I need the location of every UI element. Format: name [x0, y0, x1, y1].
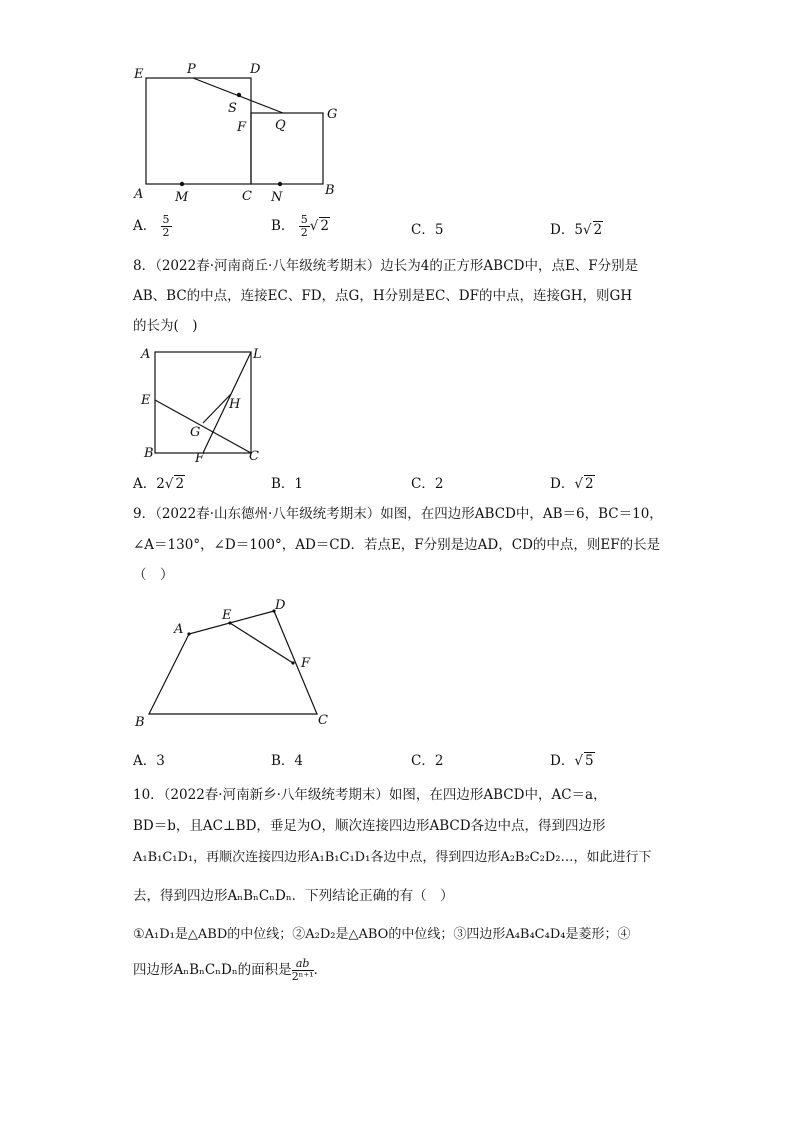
q10-line-4: 去，得到四边形AₙBₙCₙDₙ．下列结论正确的有（ ）	[133, 888, 454, 904]
label-m: M	[175, 190, 189, 205]
label-c: C	[242, 189, 252, 204]
q8-line-2: AB、BC的中点，连接EC、FD，点G，H分别是EC、DF的中点，连接GH，则GH	[133, 288, 633, 304]
sqrt-symbol: √	[574, 476, 583, 492]
q8-line-3: 的长为( )	[133, 318, 198, 334]
segment-fl	[203, 352, 251, 453]
label-c: C	[318, 713, 328, 728]
q8-option-a[interactable]: A．2√ 2	[133, 476, 185, 492]
label-h: H	[229, 397, 241, 412]
label-f: F	[301, 656, 311, 671]
q8-option-b[interactable]: B．1	[271, 476, 304, 492]
point-n	[278, 182, 282, 186]
q9-option-d[interactable]: D．√ 5	[550, 753, 594, 769]
figure-q9	[130, 592, 340, 732]
label-d: D	[275, 598, 286, 613]
label-f: F	[195, 451, 205, 465]
label-n: N	[271, 190, 283, 205]
figure-q7	[125, 58, 355, 208]
label-a: A	[141, 347, 151, 362]
label-e: E	[141, 393, 151, 408]
point-f	[291, 661, 294, 664]
label-f: F	[237, 120, 247, 135]
figure-q8	[135, 340, 270, 465]
sqrt-symbol: √	[574, 753, 583, 769]
fraction: $\frac{5}{2}$	[300, 213, 308, 239]
point-s	[237, 93, 241, 97]
q9-option-a[interactable]: A．3	[133, 753, 165, 769]
q10-line-6: 四边形AₙBₙCₙDₙ的面积是 $\frac{ab}{\text{2ⁿ⁺¹}}$ ．	[133, 957, 328, 983]
fraction: $\frac{5}{2}$	[162, 213, 170, 239]
point-a	[187, 632, 190, 635]
segment-ef	[230, 623, 293, 663]
label-d: D	[250, 62, 261, 77]
label-c: C	[249, 449, 259, 464]
label-a: A	[174, 622, 184, 637]
q10-line-5: ①A₁D₁是△ABD的中位线；②A₂D₂是△ABO的中位线；③四边形A₄B₄C₄D₄是菱形；④	[133, 927, 631, 942]
q9-option-c[interactable]: C．2	[411, 753, 444, 769]
label-a: A	[134, 187, 144, 202]
q10-line-2: BD＝b，且AC⊥BD，垂足为O，顺次连接四边形ABCD各边中点，得到四边形	[133, 818, 606, 834]
q9-option-b[interactable]: B．4	[271, 753, 304, 769]
sqrt-symbol: √	[582, 222, 592, 238]
fraction-ab-over-power: $\frac{ab}{\text{2ⁿ⁺¹}}$	[291, 957, 314, 983]
label-b: B	[135, 715, 145, 730]
q9-line-1: 9．（2022春·山东德州·八年级统考期末）如图，在四边形ABCD中，AB＝6，BC＝10，	[133, 506, 663, 522]
point-m	[180, 182, 184, 186]
label-b: B	[325, 183, 335, 198]
label-e: E	[222, 608, 232, 623]
q7-option-d[interactable]: D．5√ 2	[550, 222, 603, 238]
q7-option-c[interactable]: C．5	[411, 222, 444, 238]
segment-gh	[203, 394, 231, 423]
q8-line-1: 8．（2022春·河南商丘·八年级统考期末）边长为4的正方形ABCD中，点E、F分别是	[133, 258, 639, 274]
q7-option-b[interactable]: B． $\frac{5}{2}$ √ 2	[271, 213, 329, 239]
q8-option-d[interactable]: D．√ 2	[550, 476, 594, 492]
q9-line-3: （ ）	[133, 567, 174, 583]
label-p: P	[187, 62, 196, 77]
sqrt-symbol: √	[309, 218, 319, 234]
label-g: G	[190, 425, 201, 440]
q7-option-a[interactable]: A． $\frac{5}{2}$	[133, 213, 170, 239]
label-l: L	[253, 347, 262, 362]
label-g: G	[327, 107, 338, 122]
q10-line-1: 10．（2022春·河南新乡·八年级统考期末）如图，在四边形ABCD中，AC＝a，	[133, 787, 607, 803]
label-s: S	[228, 101, 237, 116]
q8-option-c[interactable]: C．2	[411, 476, 444, 492]
q9-line-2: ∠A＝130°，∠D＝100°，AD＝CD．若点E，F分别是边AD，CD的中点，则EF的长是	[133, 537, 661, 553]
label-b: B	[144, 446, 154, 461]
label-e: E	[134, 67, 144, 82]
sqrt-symbol: √	[164, 476, 174, 492]
q10-line-3: A₁B₁C₁D₁，再顺次连接四边形A₁B₁C₁D₁各边中点，得到四边形A₂B₂C₂D₂…，如此进行下	[133, 850, 652, 865]
label-q: Q	[275, 118, 286, 133]
square-fgbc	[251, 113, 323, 184]
